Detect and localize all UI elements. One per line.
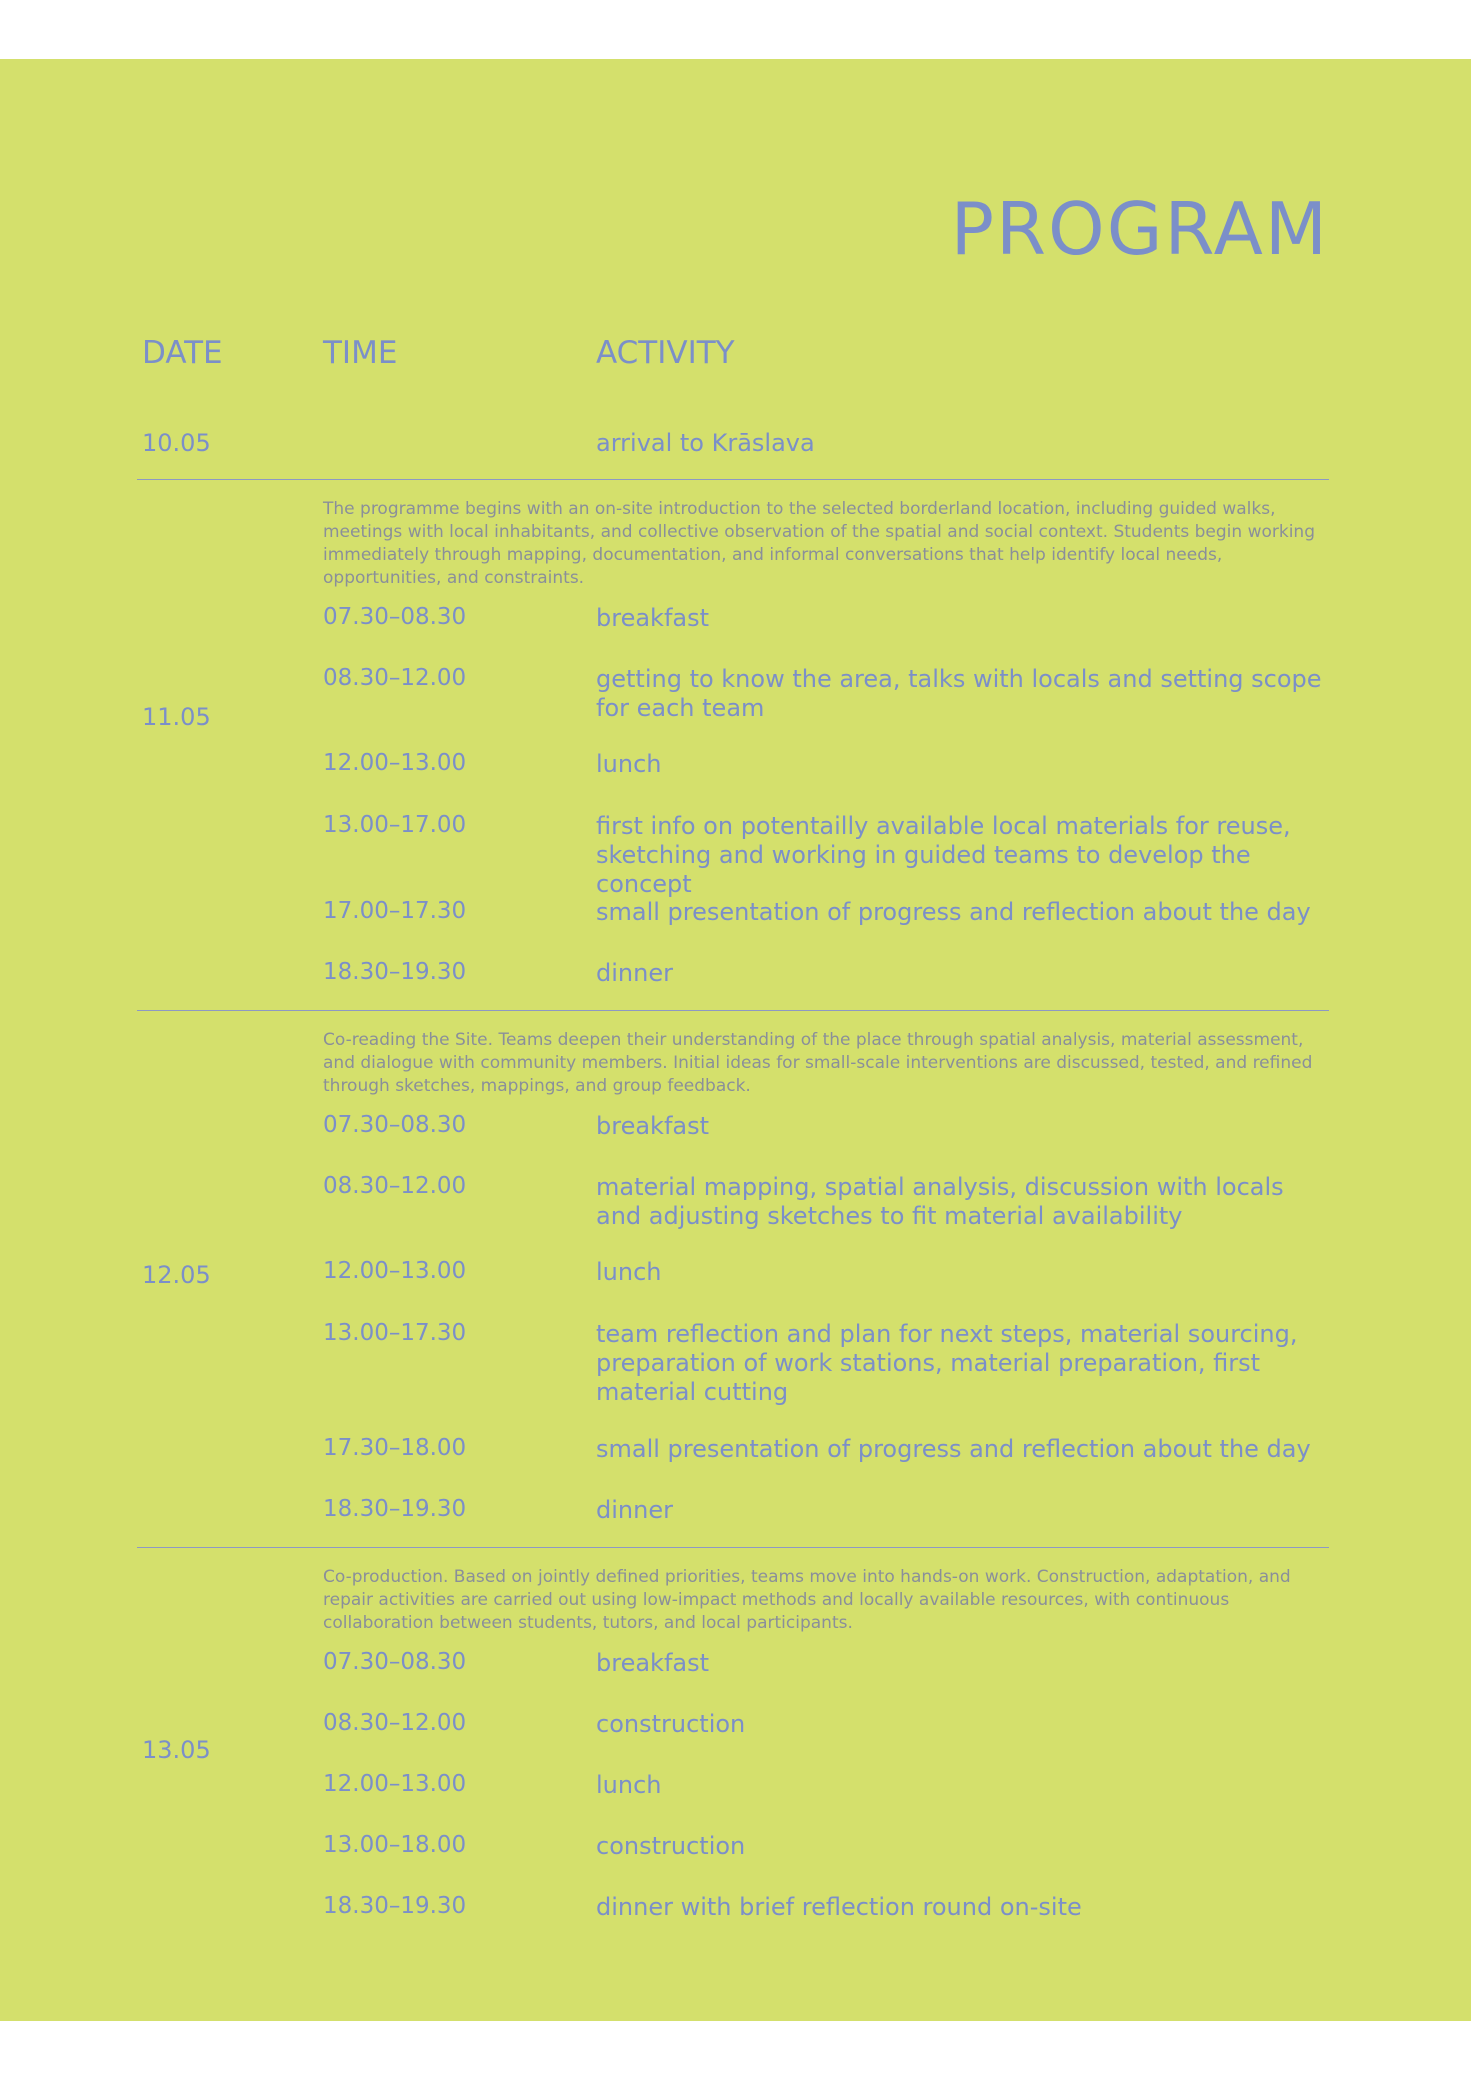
slot-time: 12.00–13.00 <box>323 1771 467 1797</box>
header-date: DATE <box>142 335 223 371</box>
slot-activity: lunch <box>596 1258 662 1286</box>
slot-activity: dinner <box>596 959 673 987</box>
divider <box>137 1547 1329 1548</box>
day-date: 13.05 <box>142 1736 211 1764</box>
slot-activity: lunch <box>596 1771 662 1799</box>
arrival-date: 10.05 <box>142 429 211 457</box>
slot-time: 07.30–08.30 <box>323 604 467 630</box>
slot-activity: construction <box>596 1832 746 1860</box>
slot-activity: construction <box>596 1710 746 1738</box>
day-block <box>0 1029 1471 1589</box>
slot-activity: material mapping, spatial analysis, discussion with locals and adjusting sketches to fit material availability <box>596 1173 1284 1230</box>
slot-activity: breakfast <box>596 1112 710 1140</box>
slot-activity: lunch <box>596 750 662 778</box>
slot-time: 12.00–13.00 <box>323 1258 467 1284</box>
slot-activity: dinner <box>596 1496 673 1524</box>
divider <box>137 1010 1329 1011</box>
divider <box>137 479 1329 480</box>
slot-time: 08.30–12.00 <box>323 1710 467 1736</box>
slot-activity: team reflection and plan for next steps, material sourcing, preparation of work stations, material preparation, first material cutting <box>596 1320 1298 1406</box>
day-description: The programme begins with an on-site introduction to the selected borderland location, including guided walks, meetings with local inhabitants, and collective observation of the spatial and social context. Students begin working immediately through mapping, documentation, and informal conversations that help identify local needs, opportunities, and constraints. <box>323 499 1315 588</box>
slot-activity: first info on potentailly available local materials for reuse, sketching and working in guided teams to develop the concept <box>596 812 1291 898</box>
slot-time: 17.30–18.00 <box>323 1435 467 1461</box>
slot-time: 13.00–17.00 <box>323 812 467 838</box>
day-date: 11.05 <box>142 703 211 731</box>
slot-time: 08.30–12.00 <box>323 665 467 691</box>
slot-time: 18.30–19.30 <box>323 1496 467 1522</box>
slot-time: 18.30–19.30 <box>323 959 467 985</box>
day-block <box>0 1566 1471 1986</box>
slot-time: 07.30–08.30 <box>323 1649 467 1675</box>
slot-activity: getting to know the area, talks with locals and setting scope for each team <box>596 665 1322 722</box>
arrival-activity: arrival to Krāslava <box>596 429 815 457</box>
arrival-row <box>0 429 1471 469</box>
program-panel <box>0 59 1471 2021</box>
day-block <box>0 498 1471 1058</box>
slot-activity: small presentation of progress and reflection about the day <box>596 898 1311 926</box>
slot-time: 08.30–12.00 <box>323 1173 467 1199</box>
slot-time: 13.00–17.30 <box>323 1320 467 1346</box>
slot-activity: breakfast <box>596 1649 710 1677</box>
day-description: Co-production. Based on jointly defined priorities, teams move into hands-on work. Construction, adaptation, and repair activities are carried out using low-impact methods and locally available resources, with continuous collaboration between students, tutors, and local participants. <box>323 1567 1291 1633</box>
page-title: PROGRAM <box>950 187 1329 271</box>
slot-time: 12.00–13.00 <box>323 750 467 776</box>
slot-time: 13.00–18.00 <box>323 1832 467 1858</box>
day-description: Co-reading the Site. Teams deepen their understanding of the place through spatial analysis, material assessment, and dialogue with community members. Initial ideas for small-scale interventions are discussed, tested, and refined through sketches, mappings, and group feedback. <box>323 1030 1313 1096</box>
slot-time: 07.30–08.30 <box>323 1112 467 1138</box>
slot-time: 17.00–17.30 <box>323 898 467 924</box>
slot-activity: small presentation of progress and reflection about the day <box>596 1435 1311 1463</box>
header-activity: ACTIVITY <box>596 335 735 371</box>
slot-activity: dinner with brief reflection round on-site <box>596 1893 1082 1921</box>
slot-activity: breakfast <box>596 604 710 632</box>
slot-time: 18.30–19.30 <box>323 1893 467 1919</box>
day-date: 12.05 <box>142 1261 211 1289</box>
header-time: TIME <box>323 335 398 371</box>
